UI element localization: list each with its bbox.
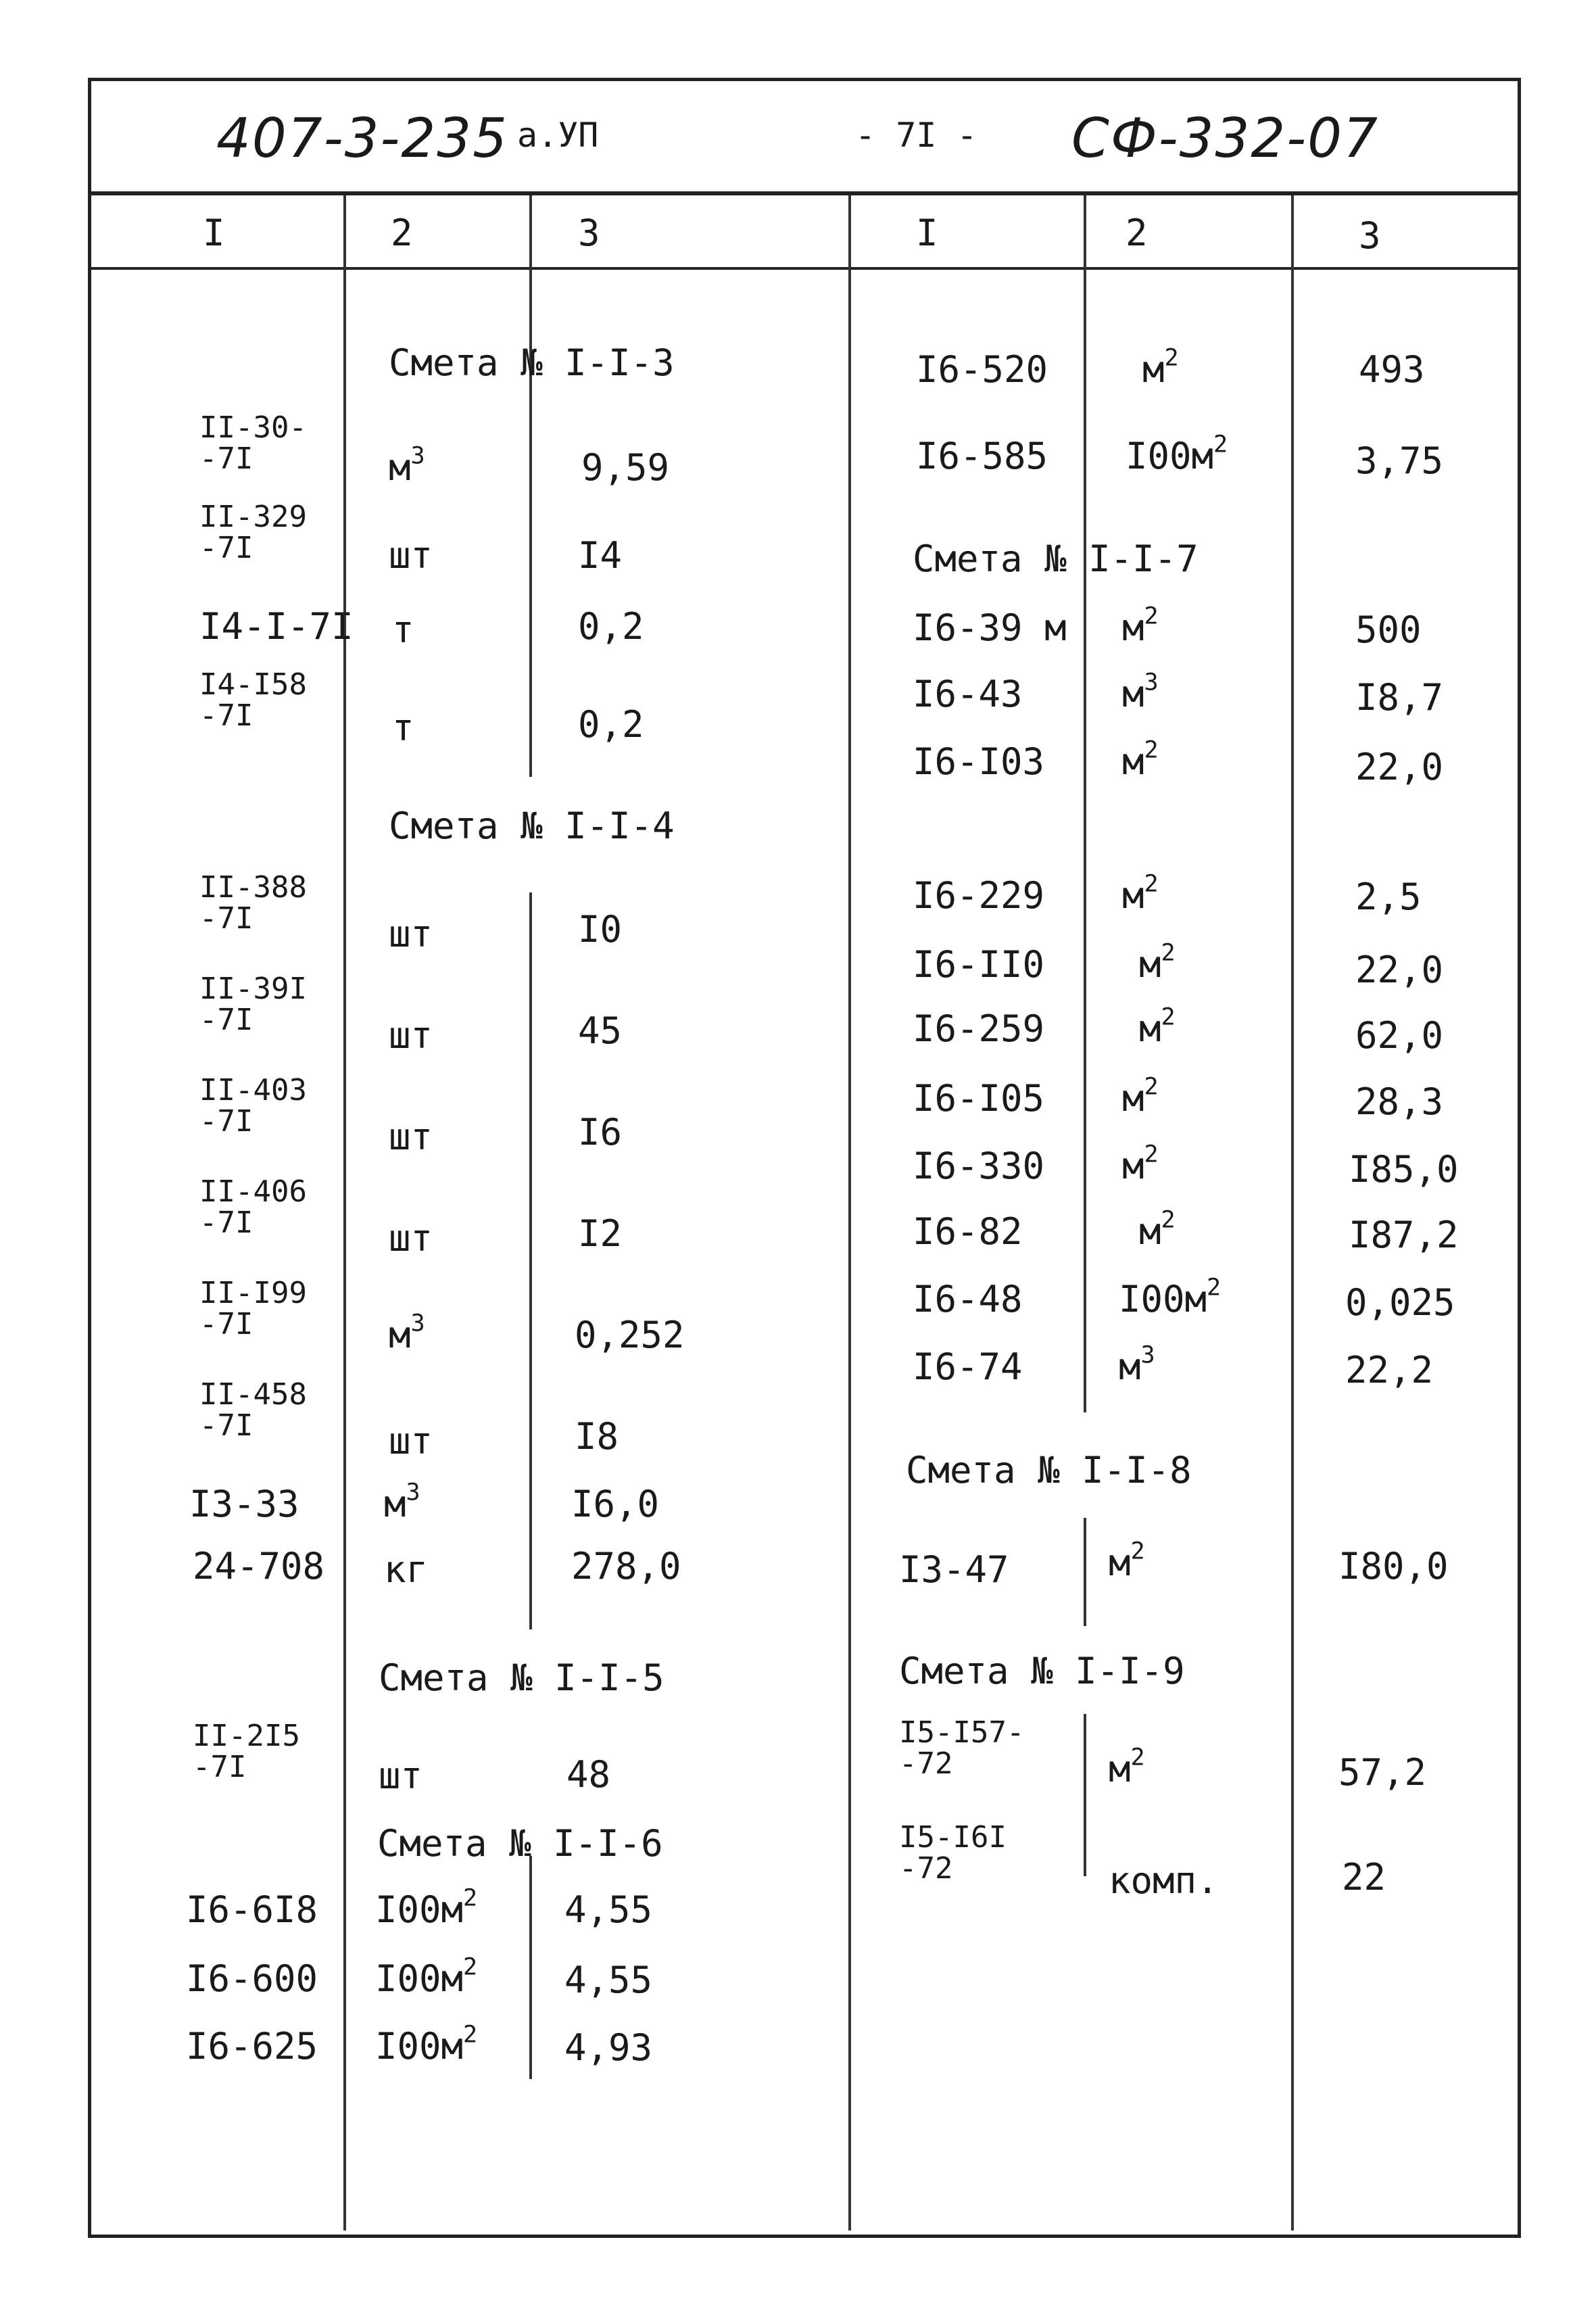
row-unit: шт [389, 1014, 433, 1057]
row-code: II-458 -7I [199, 1377, 307, 1443]
row-qty: I0 [578, 908, 623, 951]
row-qty: I6,0 [571, 1483, 660, 1525]
col-divider-left-1-2 [343, 195, 346, 2230]
col-divider-right-1-2c [1084, 1714, 1086, 1876]
row-qty: 0,025 [1345, 1281, 1455, 1324]
row-qty: 22,0 [1355, 746, 1444, 788]
row-unit: шт [389, 1217, 433, 1260]
row-qty: 9,59 [581, 446, 670, 489]
row-unit: шт [379, 1755, 423, 1797]
page-number: - 7I - [855, 116, 977, 155]
row-qty: 28,3 [1355, 1080, 1444, 1123]
estimate-title: Смета № I-I-3 [389, 341, 675, 384]
row-unit: $м^2$ [1139, 938, 1176, 986]
row-unit: $I00м^2$ [1126, 430, 1228, 477]
row-unit: $м^3$ [1122, 668, 1159, 715]
row-code: I6-520 [916, 348, 1048, 391]
row-code: 24-708 [193, 1545, 325, 1588]
col-header-3: 3 [578, 212, 600, 254]
row-code: I6-229 [913, 874, 1045, 917]
doc-number: 407-3-235 [216, 107, 509, 170]
row-qty: 48 [566, 1753, 611, 1796]
col-divider-center [848, 195, 851, 2230]
estimate-title: Смета № I-I-7 [913, 538, 1199, 580]
row-qty: 4,55 [564, 1959, 653, 2001]
estimate-title: Смета № I-I-9 [899, 1650, 1185, 1692]
row-code: I5-I57- -72 [899, 1715, 1025, 1781]
row-unit: т [392, 707, 414, 749]
row-code: I6-330 [913, 1145, 1045, 1187]
row-code: II-I99 -7I [199, 1276, 307, 1341]
row-qty: 500 [1355, 608, 1422, 651]
row-code: I6-II0 [913, 943, 1045, 986]
estimate-title: Смета № I-I-6 [377, 1822, 663, 1865]
header-divider [89, 191, 1520, 195]
col-header-1: I [203, 212, 225, 254]
row-code: II-30- -7I [199, 410, 307, 476]
row-unit: $м^2$ [1109, 1743, 1145, 1790]
row-unit: $м^3$ [1119, 1341, 1155, 1388]
col-header-4: I [916, 212, 938, 254]
row-code: I6-585 [916, 435, 1048, 477]
col-header-6: 3 [1359, 214, 1381, 257]
row-unit: $м^2$ [1122, 1140, 1159, 1187]
row-unit: $м^2$ [1122, 602, 1159, 649]
row-unit: $м^3$ [389, 1309, 425, 1356]
row-unit: $м^2$ [1139, 1003, 1176, 1050]
row-qty: 22,2 [1345, 1349, 1434, 1391]
row-unit: $м^3$ [384, 1478, 420, 1525]
row-code: II-406 -7I [199, 1174, 307, 1240]
row-code: I6-48 [913, 1278, 1023, 1320]
row-qty: 45 [578, 1009, 623, 1052]
row-code: I4-I-7I [199, 605, 354, 648]
row-unit: $I00м^2$ [1119, 1273, 1222, 1320]
row-code: I4-I58 -7I [199, 667, 307, 733]
row-qty: 22,0 [1355, 949, 1444, 991]
row-qty: 62,0 [1355, 1014, 1444, 1057]
row-qty: 278,0 [571, 1545, 681, 1588]
row-qty: 3,75 [1355, 439, 1444, 482]
row-code: I6-600 [186, 1957, 318, 2000]
row-unit: $м^2$ [1122, 1072, 1159, 1120]
row-unit: шт [389, 534, 433, 577]
row-code: I6-I05 [913, 1077, 1045, 1120]
row-code: II-388 -7I [199, 870, 307, 936]
row-unit: $I00м^2$ [375, 1884, 478, 1931]
row-qty: 0,2 [578, 703, 644, 746]
row-unit: т [392, 608, 414, 651]
col-divider-left-2-3c [529, 1856, 532, 2079]
row-code: I3-33 [189, 1483, 299, 1525]
row-unit: комп. [1109, 1859, 1219, 1902]
col-header-2: 2 [391, 212, 413, 254]
col-divider-left-2-3a [529, 195, 532, 777]
row-qty: 4,93 [564, 2026, 653, 2069]
estimate-title: Смета № I-I-8 [906, 1449, 1192, 1491]
row-code: II-329 -7I [199, 500, 307, 565]
drawing-code: СФ-332-07 [1071, 107, 1379, 170]
row-code: I6-625 [186, 2025, 318, 2068]
row-unit: $м^2$ [1109, 1537, 1145, 1584]
row-code: II-2I5 -7I [193, 1719, 300, 1784]
row-code: I6-259 [913, 1007, 1045, 1050]
col-divider-right-1-2b [1084, 1518, 1086, 1626]
album-label: а.УП [517, 116, 599, 155]
row-unit: кг [384, 1548, 429, 1591]
row-unit: шт [389, 913, 433, 955]
row-unit: $м^2$ [1142, 343, 1179, 391]
col-header-5: 2 [1126, 212, 1148, 254]
col-divider-left-2-3b [529, 892, 532, 1629]
row-qty: I8,7 [1355, 676, 1444, 719]
row-code: I6-43 [913, 673, 1023, 715]
row-qty: 493 [1359, 348, 1425, 391]
row-code: I3-47 [899, 1548, 1009, 1591]
row-unit: $м^2$ [1122, 869, 1159, 917]
row-code: I6-6I8 [186, 1888, 318, 1931]
row-qty: I2 [578, 1212, 623, 1255]
row-code: I5-I6I -72 [899, 1820, 1007, 1886]
row-unit: $м^2$ [1122, 736, 1159, 783]
row-qty: I8 [575, 1415, 619, 1458]
row-qty: I85,0 [1349, 1148, 1459, 1191]
row-qty: I6 [578, 1111, 623, 1153]
row-qty: 57,2 [1338, 1751, 1427, 1794]
row-qty: 22 [1342, 1856, 1386, 1899]
col-divider-right-1-2a [1084, 195, 1086, 1412]
row-qty: 0,252 [575, 1314, 685, 1356]
row-code: II-39I -7I [199, 972, 307, 1037]
row-qty: 4,55 [564, 1888, 653, 1931]
row-code: I6-74 [913, 1345, 1023, 1388]
column-header-divider [89, 267, 1520, 270]
row-code: I6-I03 [913, 740, 1045, 783]
row-qty: 0,2 [578, 605, 644, 648]
col-divider-right-2-3 [1291, 195, 1294, 2230]
row-code: I6-82 [913, 1210, 1023, 1253]
row-code: I6-39 м [913, 606, 1067, 649]
row-unit: $I00м^2$ [375, 1953, 478, 2000]
estimate-title: Смета № I-I-5 [379, 1656, 664, 1699]
row-unit: $I00м^2$ [375, 2020, 478, 2068]
row-unit: $м^3$ [389, 441, 425, 489]
row-unit: шт [389, 1116, 433, 1158]
row-qty: I87,2 [1349, 1214, 1459, 1256]
row-code: II-403 -7I [199, 1073, 307, 1139]
row-qty: 2,5 [1355, 876, 1422, 918]
row-unit: шт [389, 1420, 433, 1462]
row-qty: I80,0 [1338, 1545, 1449, 1588]
estimate-title: Смета № I-I-4 [389, 805, 675, 847]
row-qty: I4 [578, 534, 623, 577]
row-unit: $м^2$ [1139, 1206, 1176, 1253]
